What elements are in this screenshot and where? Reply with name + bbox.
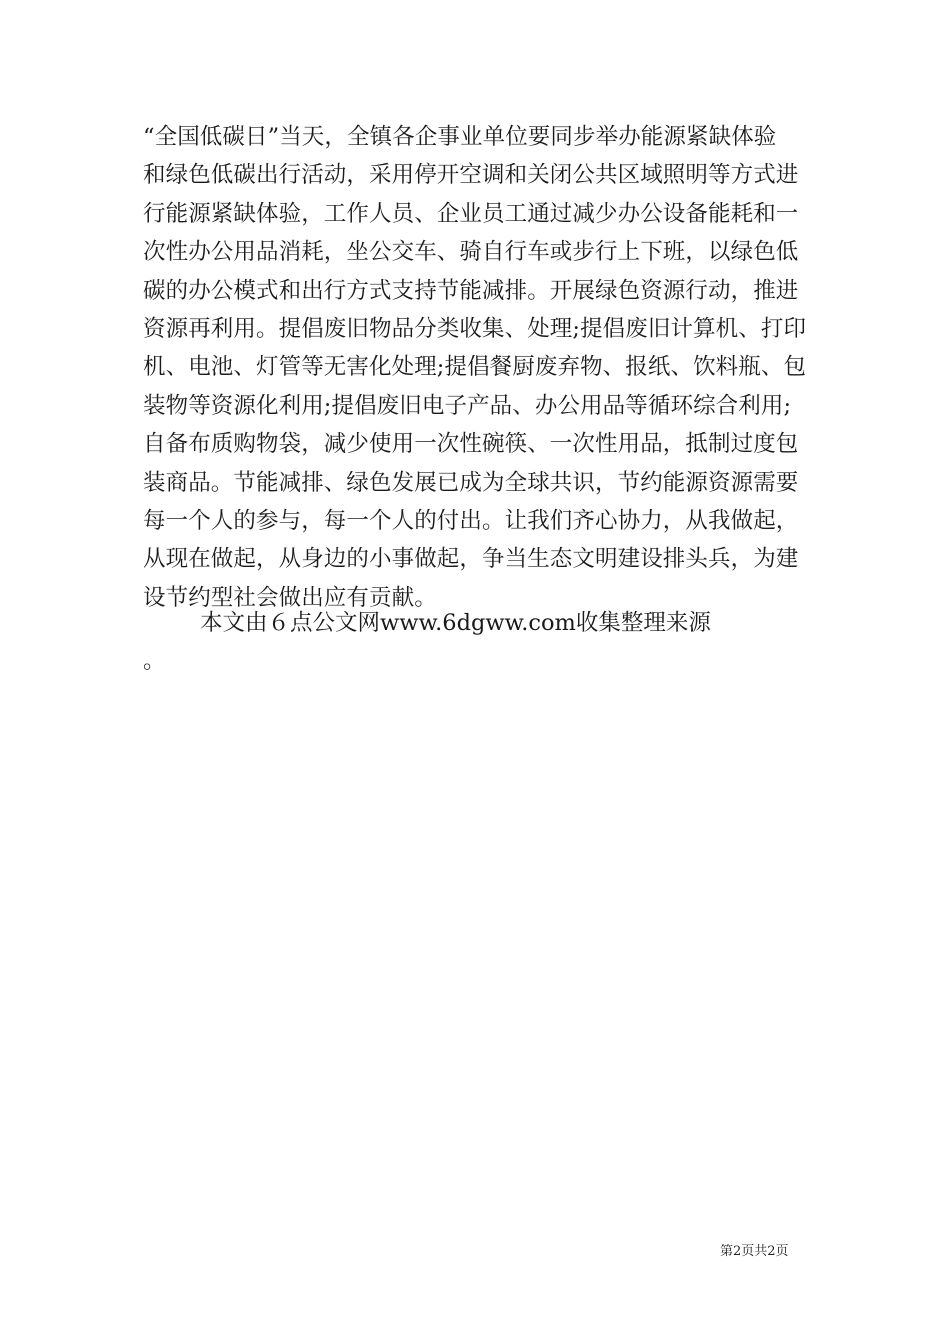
body-paragraph xyxy=(143,118,813,617)
paragraph-line: 设节约型社会做出应有贡献。 xyxy=(143,584,437,611)
paragraph-line: “全国低碳日”当天，全镇各企事业单位要同步举办能源紧缺体验 xyxy=(143,124,777,150)
page-indicator: 第2页共2页 xyxy=(720,1244,789,1259)
paragraph-line: 和绿色低碳出行活动，采用停开空调和关闭公共区域照明等方式进 xyxy=(143,162,799,189)
paragraph-line: 每一个人的参与，每一个人的付出。让我们齐心协力，从我做起， xyxy=(143,507,799,534)
paragraph-line: 行能源紧缺体验，工作人员、企业员工通过减少办公设备能耗和一 xyxy=(143,200,799,227)
paragraph-line: 自备布质购物袋，减少使用一次性碗筷、一次性用品，抵制过度包 xyxy=(143,431,799,458)
paragraph-line: 从现在做起，从身边的小事做起，争当生态文明建设排头兵，为建 xyxy=(143,546,799,573)
paragraph-line: 装商品。节能减排、绿色发展已成为全球共识，节约能源资源需要 xyxy=(143,469,799,496)
source-note: 本文由６点公文网www.6dgww.com收集整理来源 xyxy=(200,610,711,636)
paragraph-line: 资源再利用。提倡废旧物品分类收集、处理;提倡废旧计算机、打印 xyxy=(143,315,807,342)
paragraph-line: 碳的办公模式和出行方式支持节能减排。开展绿色资源行动，推进 xyxy=(143,277,799,304)
source-note-end: 。 xyxy=(143,648,166,674)
paragraph-line: 次性办公用品消耗，坐公交车、骑自行车或步行上下班，以绿色低 xyxy=(143,239,799,266)
paragraph-line: 机、电池、灯管等无害化处理;提倡餐厨废弃物、报纸、饮料瓶、包 xyxy=(143,354,807,381)
paragraph-line: 装物等资源化利用;提倡废旧电子产品、办公用品等循环综合利用; xyxy=(143,392,792,419)
